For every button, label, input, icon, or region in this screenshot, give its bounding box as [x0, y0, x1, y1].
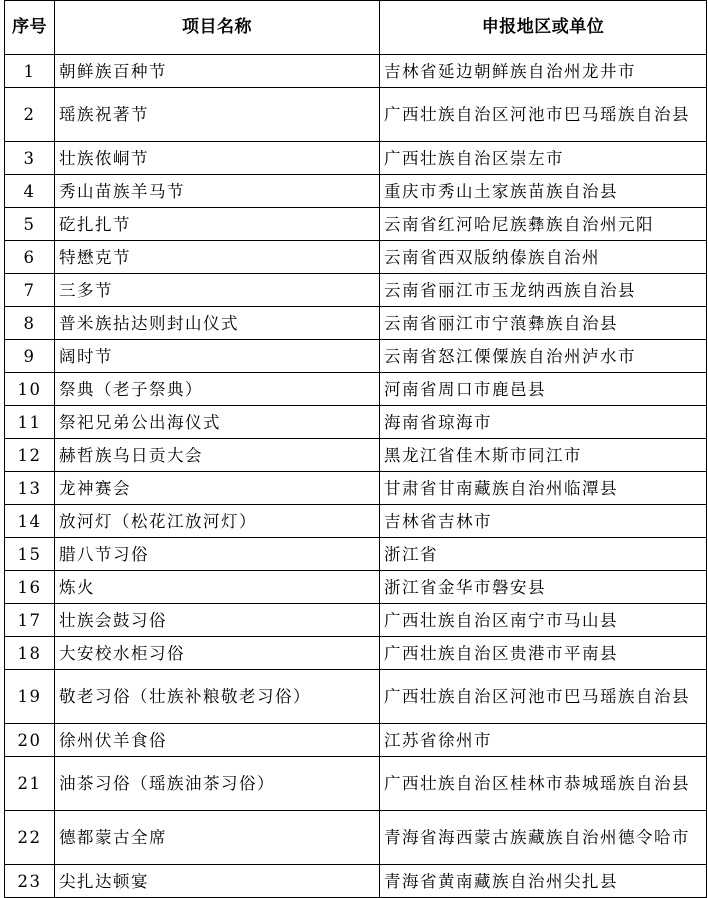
table-row: [5, 670, 707, 724]
row-number: 5: [5, 208, 55, 241]
row-number: 15: [5, 538, 55, 571]
project-name: 油茶习俗（瑶族油茶习俗）: [55, 757, 380, 811]
heritage-table: [4, 0, 707, 898]
declaring-region: 江苏省徐州市: [380, 724, 707, 757]
project-name: 壮族会鼓习俗: [55, 604, 380, 637]
row-number: 19: [5, 670, 55, 724]
table-row: [5, 472, 707, 505]
table-row: [5, 406, 707, 439]
row-number: 3: [5, 142, 55, 175]
table-row: [5, 208, 707, 241]
row-number: 2: [5, 88, 55, 142]
row-number: 10: [5, 373, 55, 406]
project-name: 敬老习俗（壮族补粮敬老习俗）: [55, 670, 380, 724]
declaring-region: 吉林省吉林市: [380, 505, 707, 538]
declaring-region: 云南省丽江市宁蒗彝族自治县: [380, 307, 707, 340]
declaring-region: 广西壮族自治区南宁市马山县: [380, 604, 707, 637]
row-number: 7: [5, 274, 55, 307]
declaring-region: 云南省怒江傈僳族自治州泸水市: [380, 340, 707, 373]
project-name: 大安校水柜习俗: [55, 637, 380, 670]
row-number: 20: [5, 724, 55, 757]
table-row: [5, 373, 707, 406]
row-number: 1: [5, 55, 55, 88]
row-number: 13: [5, 472, 55, 505]
table-row: [5, 88, 707, 142]
table-row: [5, 604, 707, 637]
project-name: 瑶族祝著节: [55, 88, 380, 142]
project-name: 矻扎扎节: [55, 208, 380, 241]
declaring-region: 云南省西双版纳傣族自治州: [380, 241, 707, 274]
declaring-region: 青海省海西蒙古族藏族自治州德令哈市: [380, 811, 707, 865]
project-name: 腊八节习俗: [55, 538, 380, 571]
row-number: 6: [5, 241, 55, 274]
table-row: [5, 241, 707, 274]
table-row: [5, 724, 707, 757]
project-name: 三多节: [55, 274, 380, 307]
declaring-region: 广西壮族自治区河池市巴马瑶族自治县: [380, 670, 707, 724]
table-row: [5, 175, 707, 208]
declaring-region: 青海省黄南藏族自治州尖扎县: [380, 865, 707, 898]
declaring-region: 吉林省延边朝鲜族自治州龙井市: [380, 55, 707, 88]
row-number: 16: [5, 571, 55, 604]
project-name: 祭祀兄弟公出海仪式: [55, 406, 380, 439]
row-number: 23: [5, 865, 55, 898]
table-row: [5, 274, 707, 307]
declaring-region: 浙江省: [380, 538, 707, 571]
table-row: [5, 811, 707, 865]
table-row: [5, 340, 707, 373]
project-name: 德都蒙古全席: [55, 811, 380, 865]
project-name: 赫哲族乌日贡大会: [55, 439, 380, 472]
project-name: 朝鲜族百种节: [55, 55, 380, 88]
row-number: 8: [5, 307, 55, 340]
table-row: [5, 307, 707, 340]
header-no: 序号: [5, 1, 55, 55]
table-row: [5, 637, 707, 670]
table-row: [5, 571, 707, 604]
declaring-region: 浙江省金华市磐安县: [380, 571, 707, 604]
header-region: 申报地区或单位: [380, 1, 707, 55]
row-number: 9: [5, 340, 55, 373]
project-name: 秀山苗族羊马节: [55, 175, 380, 208]
declaring-region: 广西壮族自治区河池市巴马瑶族自治县: [380, 88, 707, 142]
project-name: 普米族拈达则封山仪式: [55, 307, 380, 340]
table-row: [5, 505, 707, 538]
table-row: [5, 757, 707, 811]
row-number: 21: [5, 757, 55, 811]
declaring-region: 黑龙江省佳木斯市同江市: [380, 439, 707, 472]
project-name: 炼火: [55, 571, 380, 604]
header-name: 项目名称: [55, 1, 380, 55]
declaring-region: 广西壮族自治区崇左市: [380, 142, 707, 175]
project-name: 阔时节: [55, 340, 380, 373]
declaring-region: 云南省丽江市玉龙纳西族自治县: [380, 274, 707, 307]
declaring-region: 广西壮族自治区桂林市恭城瑶族自治县: [380, 757, 707, 811]
table-row: [5, 439, 707, 472]
project-name: 徐州伏羊食俗: [55, 724, 380, 757]
project-name: 尖扎达顿宴: [55, 865, 380, 898]
table-row: [5, 55, 707, 88]
declaring-region: 重庆市秀山土家族苗族自治县: [380, 175, 707, 208]
project-name: 祭典（老子祭典）: [55, 373, 380, 406]
project-name: 壮族侬峒节: [55, 142, 380, 175]
table-row: [5, 142, 707, 175]
declaring-region: 广西壮族自治区贵港市平南县: [380, 637, 707, 670]
row-number: 4: [5, 175, 55, 208]
header-row: [5, 1, 707, 55]
row-number: 22: [5, 811, 55, 865]
project-name: 放河灯（松花江放河灯）: [55, 505, 380, 538]
declaring-region: 海南省琼海市: [380, 406, 707, 439]
project-name: 特懋克节: [55, 241, 380, 274]
row-number: 11: [5, 406, 55, 439]
row-number: 14: [5, 505, 55, 538]
row-number: 17: [5, 604, 55, 637]
declaring-region: 甘肃省甘南藏族自治州临潭县: [380, 472, 707, 505]
row-number: 12: [5, 439, 55, 472]
declaring-region: 河南省周口市鹿邑县: [380, 373, 707, 406]
project-name: 龙神赛会: [55, 472, 380, 505]
declaring-region: 云南省红河哈尼族彝族自治州元阳: [380, 208, 707, 241]
table-row: [5, 538, 707, 571]
row-number: 18: [5, 637, 55, 670]
table-body: [5, 55, 707, 898]
